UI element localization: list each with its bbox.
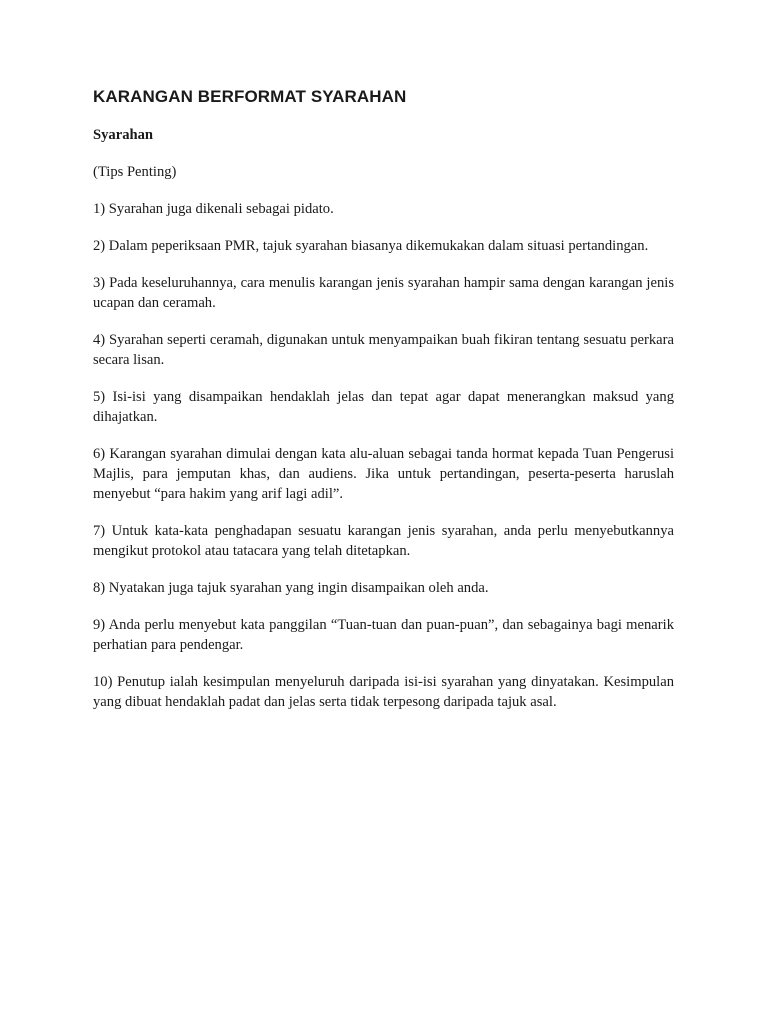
tip-4: 4) Syarahan seperti ceramah, digunakan untuk menyampaikan buah fikiran tentang sesuatu perkara secara lisan.: [93, 332, 674, 368]
tip-7: 7) Untuk kata-kata penghadapan sesuatu karangan jenis syarahan, anda perlu menyebutkannya mengikut protokol atau tatacara yang telah ditetapkan.: [93, 523, 674, 559]
tip-2: 2) Dalam peperiksaan PMR, tajuk syarahan biasanya dikemukakan dalam situasi pertandingan.: [93, 238, 649, 254]
tip-9: 9) Anda perlu menyebut kata panggilan “Tuan-tuan dan puan-puan”, dan sebagainya bagi menarik perhatian para pendengar.: [93, 617, 674, 653]
tip-10: 10) Penutup ialah kesimpulan menyeluruh daripada isi-isi syarahan yang dinyatakan. Kesimpulan yang dibuat hendaklah padat dan jelas serta tidak terpesong daripada tajuk asal.: [93, 674, 674, 710]
tip-1: 1) Syarahan juga dikenali sebagai pidato.: [93, 201, 334, 217]
tip-3: 3) Pada keseluruhannya, cara menulis karangan jenis syarahan hampir sama dengan karangan jenis ucapan dan ceramah.: [93, 275, 674, 311]
tip-5: 5) Isi-isi yang disampaikan hendaklah jelas dan tepat agar dapat menerangkan maksud yang dihajatkan.: [93, 389, 674, 425]
tip-6: 6) Karangan syarahan dimulai dengan kata alu-aluan sebagai tanda hormat kepada Tuan Pengerusi Majlis, para jemputan khas, dan audiens. Jika untuk pertandingan, peserta-peserta haruslah menyebut “para hakim yang arif lagi adil”.: [93, 446, 674, 502]
intro-text: (Tips Penting): [93, 164, 177, 180]
document-subtitle: Syarahan: [93, 127, 154, 143]
document-page: [93, 86, 674, 729]
tip-8: 8) Nyatakan juga tajuk syarahan yang ingin disampaikan oleh anda.: [93, 580, 489, 596]
document-title: KARANGAN BERFORMAT SYARAHAN: [93, 87, 407, 106]
